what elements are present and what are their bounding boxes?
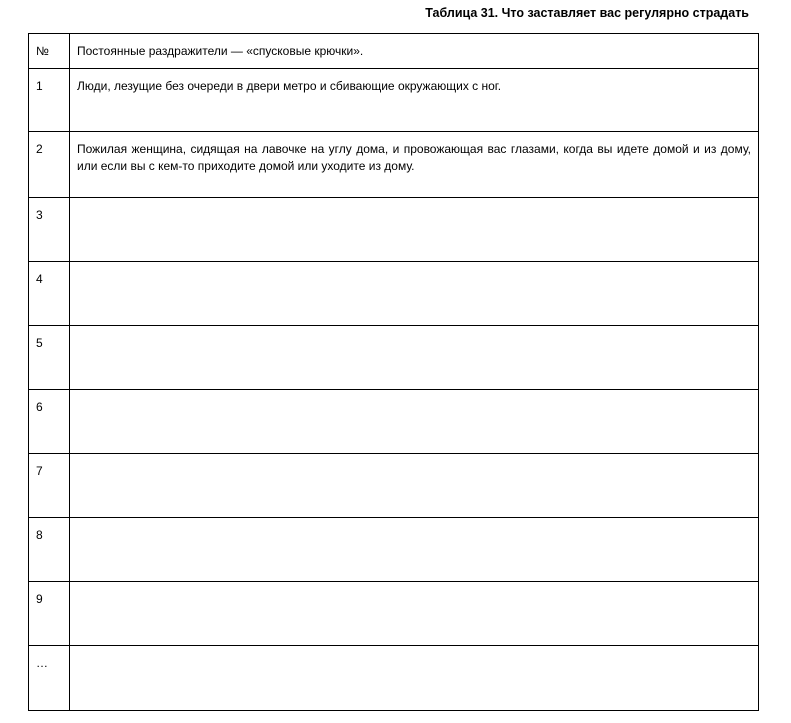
table-row — [29, 454, 759, 518]
table-row — [29, 326, 759, 390]
table-row — [29, 518, 759, 582]
row-text-cell[interactable] — [70, 518, 759, 582]
table-caption: Таблица 31. Что заставляет вас регулярно страдать — [425, 6, 749, 20]
row-text-cell[interactable] — [70, 198, 759, 262]
table-row — [29, 262, 759, 326]
row-text-cell[interactable] — [70, 326, 759, 390]
row-text-cell[interactable] — [70, 454, 759, 518]
table-row — [29, 198, 759, 262]
table-row — [29, 390, 759, 454]
row-number-cell: 7 — [29, 454, 70, 518]
row-text-cell[interactable] — [70, 390, 759, 454]
header-text-cell: Постоянные раздражители — «спусковые крючки». — [70, 34, 759, 69]
row-number-cell: 9 — [29, 582, 70, 646]
row-number-cell: 4 — [29, 262, 70, 326]
row-number-cell: 2 — [29, 132, 70, 198]
row-text-cell[interactable]: Пожилая женщина, сидящая на лавочке на углу дома, и провожающая вас глазами, когда вы идете домой и из дому, или если вы с кем-то приходите домой или уходите из дому. — [70, 132, 759, 198]
header-number-cell: № — [29, 34, 70, 69]
row-number-cell: 3 — [29, 198, 70, 262]
table-row — [29, 646, 759, 711]
row-number-cell: … — [29, 646, 70, 711]
row-number-cell: 5 — [29, 326, 70, 390]
row-number-cell: 1 — [29, 69, 70, 132]
row-text-cell[interactable] — [70, 646, 759, 711]
table-row — [29, 582, 759, 646]
row-text-cell[interactable] — [70, 582, 759, 646]
table-row — [29, 69, 759, 132]
row-number-cell: 6 — [29, 390, 70, 454]
table-header-row — [29, 34, 759, 69]
table-row — [29, 132, 759, 198]
row-number-cell: 8 — [29, 518, 70, 582]
row-text-cell[interactable] — [70, 262, 759, 326]
row-text-cell[interactable]: Люди, лезущие без очереди в двери метро и сбивающие окружающих с ног. — [70, 69, 759, 132]
irritants-table — [28, 33, 759, 711]
